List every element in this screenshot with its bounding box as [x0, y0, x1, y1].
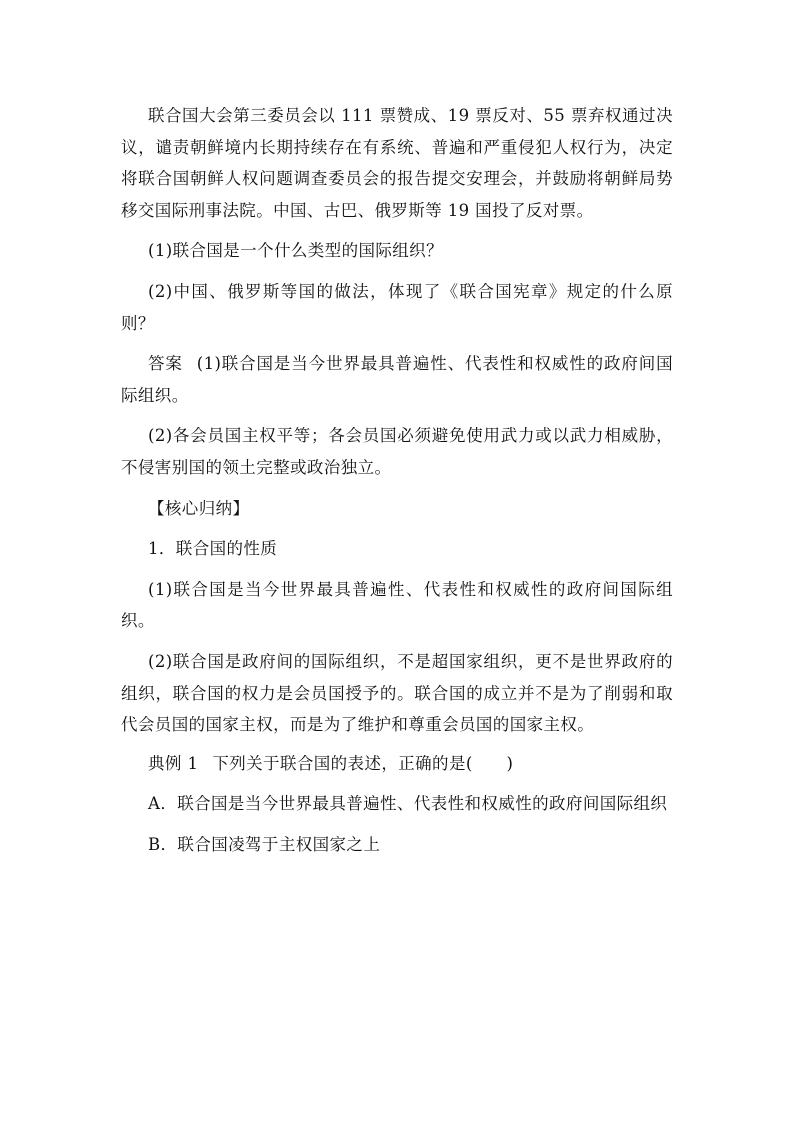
option-a: A．联合国是当今世界最具普遍性、代表性和权威性的政府间国际组织: [148, 794, 668, 814]
answer-label: 答案: [148, 354, 183, 374]
section-heading-nature: 1．联合国的性质: [148, 539, 278, 559]
question-1: (1)联合国是一个什么类型的国际组织？: [148, 241, 443, 261]
answer-1: [121, 348, 673, 411]
answer-1-text: (1)联合国是当今世界最具普遍性、代表性和权威性的政府间国际组织。: [121, 354, 673, 405]
question-2: (2)中国、俄罗斯等国的做法，体现了《联合国宪章》规定的什么原则？: [121, 281, 673, 333]
option-b: B．联合国凌驾于主权国家之上: [148, 834, 381, 854]
core-summary-heading: 【核心归纳】: [148, 498, 250, 518]
example-1: [121, 748, 673, 780]
nature-point-2: (2)联合国是政府间的国际组织，不是超国家组织，更不是世界政府的组织，联合国的权力是会员国授予的。联合国的成立并不是为了削弱和取代会员国的国家主权，而是为了维护和尊重会员国的国家主权。: [121, 651, 673, 735]
case-paragraph: 联合国大会第三委员会以 111 票赞成、19 票反对、55 票弃权通过决议，谴责朝鲜境内长期持续存在有系统、普遍和严重侵犯人权行为，决定将联合国朝鲜人权问题调查委员会的报告提交安理会，并鼓励将朝鲜局势移交国际刑事法院。中国、古巴、俄罗斯等 19 国投了反对票。: [121, 106, 673, 220]
document-body: [121, 100, 673, 860]
example-label: 典例 1: [148, 753, 199, 773]
answer-2: (2)各会员国主权平等；各会员国必须避免使用武力或以武力相威胁，不侵害别国的领土完整或政治独立。: [121, 426, 673, 477]
nature-point-1: (1)联合国是当今世界最具普遍性、代表性和权威性的政府间国际组织。: [121, 579, 673, 631]
example-question: 下列关于联合国的表述，正确的是( ): [212, 753, 514, 773]
